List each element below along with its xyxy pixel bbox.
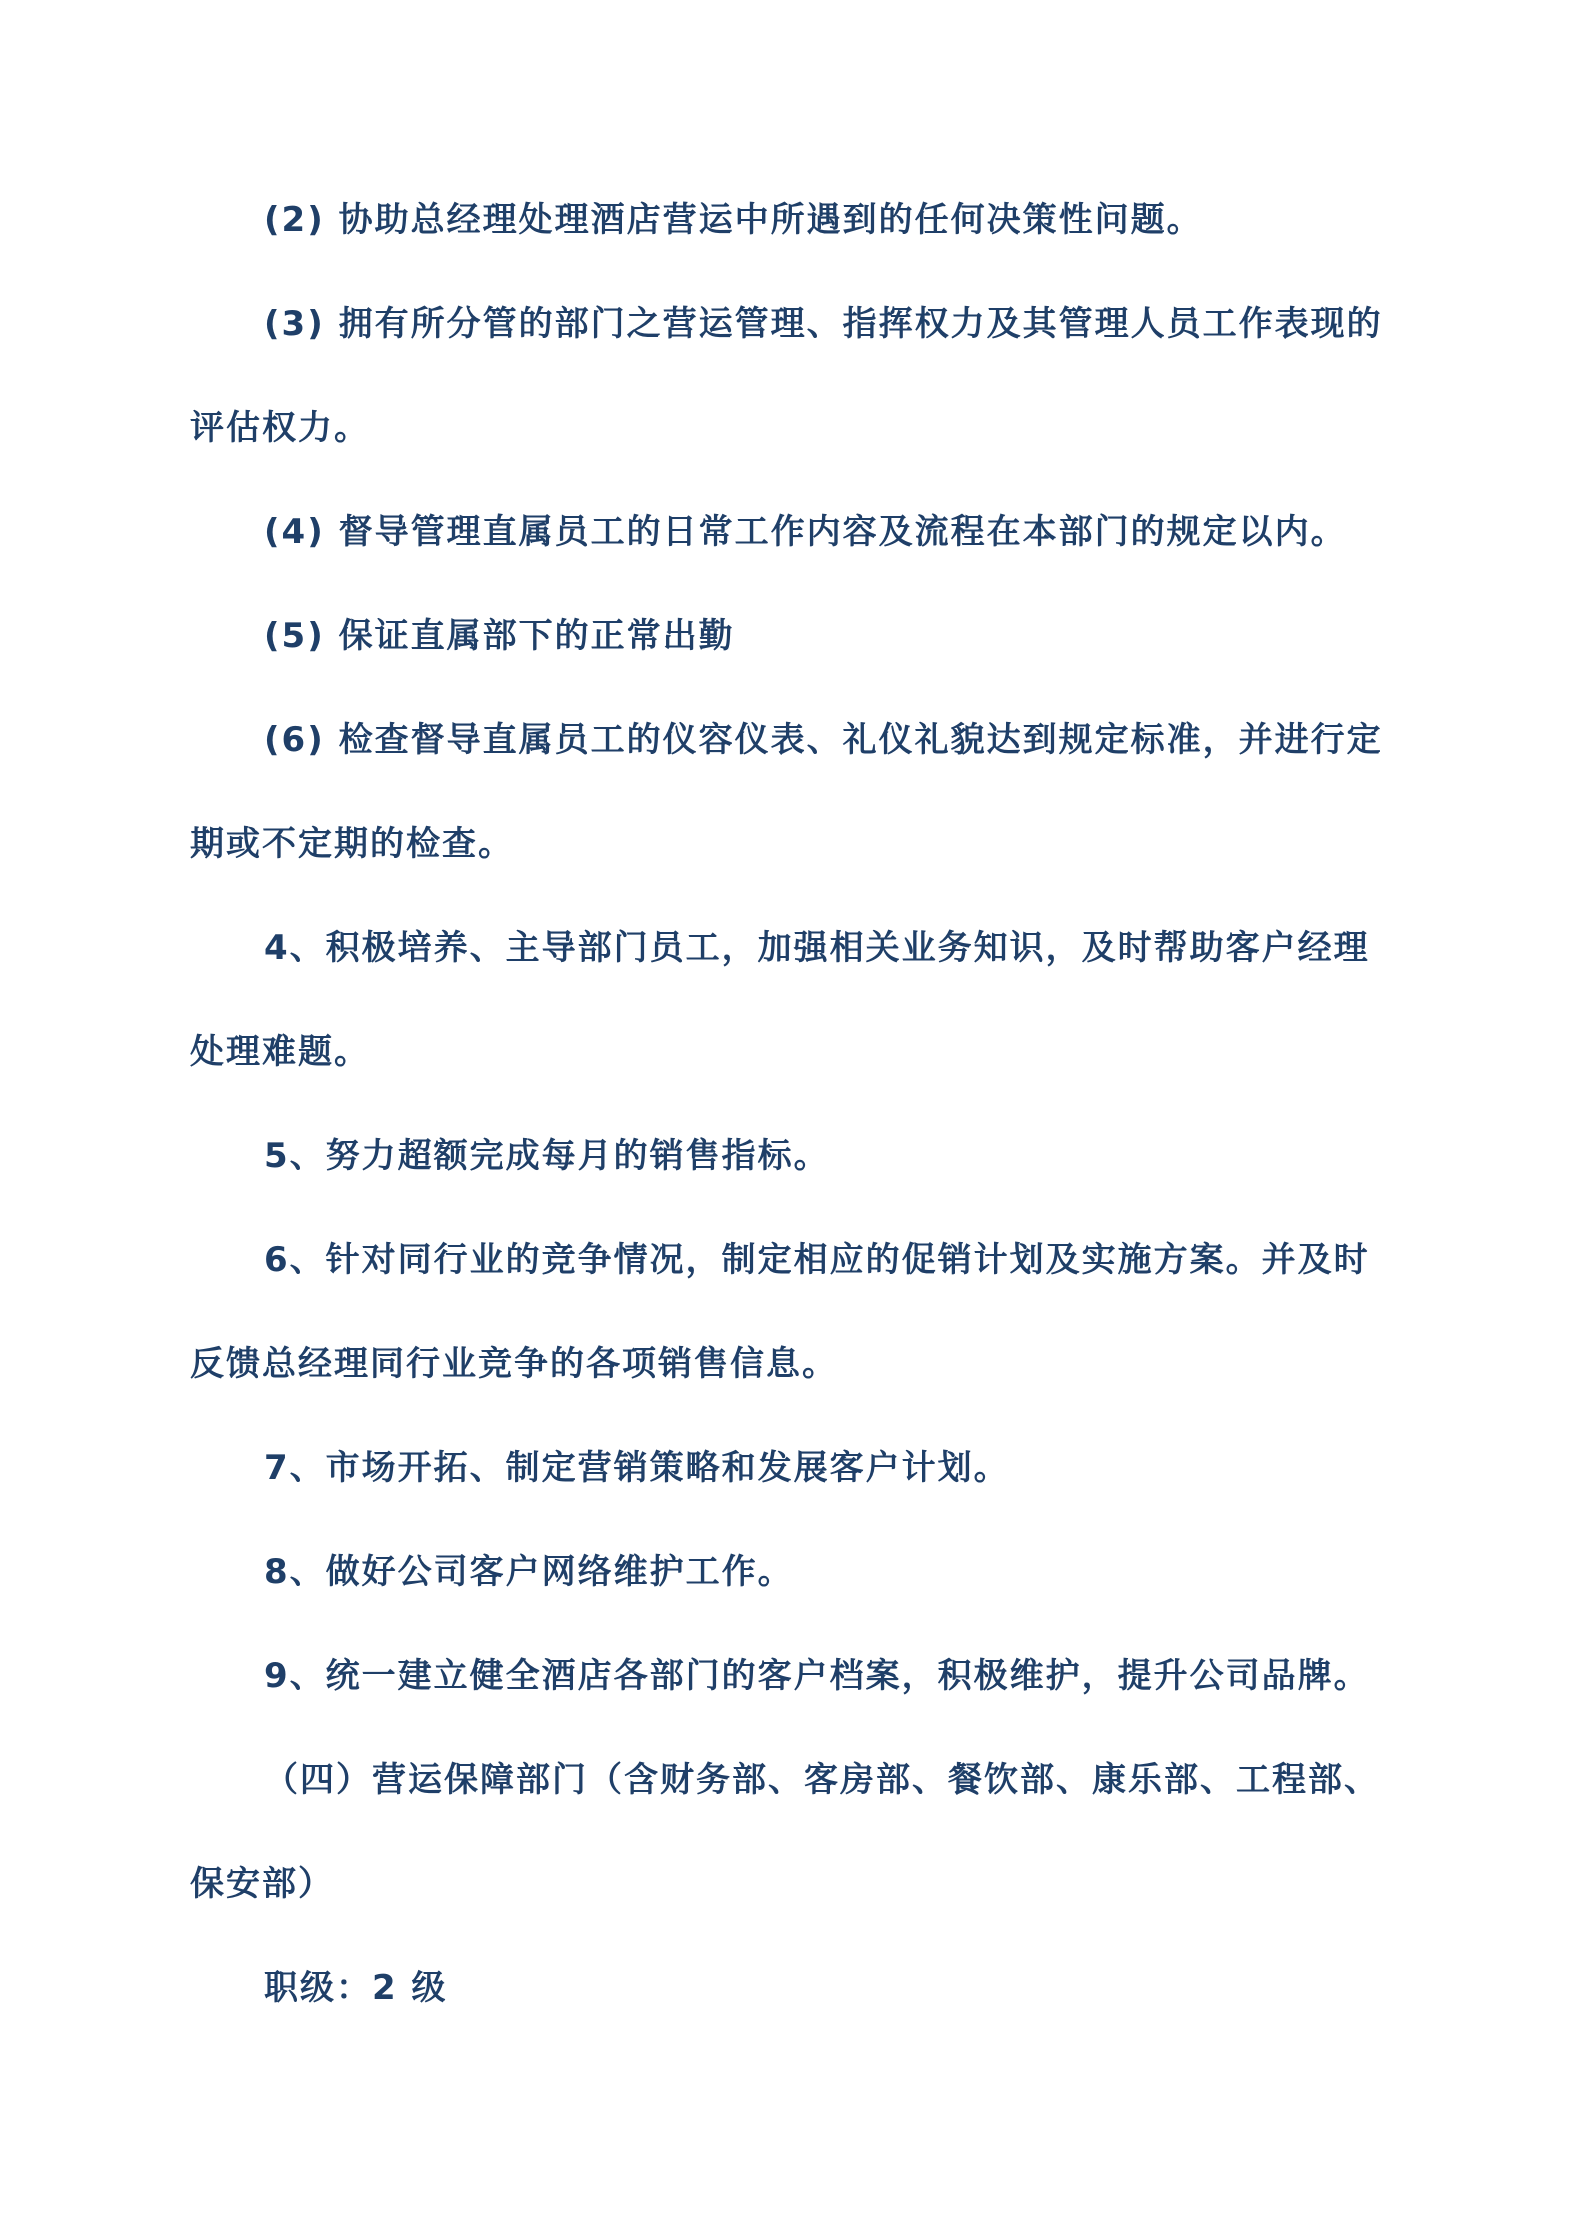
paragraph-duty-8: 8、做好公司客户网络维护工作。 (264, 1552, 794, 1592)
paragraph-duty-6: 6、针对同行业的竞争情况，制定相应的促销计划及实施方案。并及时反馈总经理同行业竞争的各项销售信息。 (190, 1240, 1370, 1384)
paragraph-item-3: (3) 拥有所分管的部门之营运管理、指挥权力及其管理人员工作表现的评估权力。 (190, 304, 1383, 448)
paragraph-duty-4: 4、积极培养、主导部门员工，加强相关业务知识，及时帮助客户经理处理难题。 (190, 928, 1370, 1072)
paragraph-item-4: (4) 督导管理直属员工的日常工作内容及流程在本部门的规定以内。 (264, 512, 1347, 552)
paragraph-item-5: (5) 保证直属部下的正常出勤 (264, 616, 735, 656)
paragraph-duty-9: 9、统一建立健全酒店各部门的客户档案，积极维护，提升公司品牌。 (264, 1656, 1370, 1696)
paragraph-duty-5: 5、努力超额完成每月的销售指标。 (264, 1136, 830, 1176)
job-level-line: 职级：2 级 (264, 1968, 448, 2008)
paragraph-duty-7: 7、市场开拓、制定营销策略和发展客户计划。 (264, 1448, 1010, 1488)
document-body (190, 168, 1395, 2040)
paragraph-item-6: (6) 检查督导直属员工的仪容仪表、礼仪礼貌达到规定标准，并进行定期或不定期的检查。 (190, 720, 1383, 864)
paragraph-item-2: (2) 协助总经理处理酒店营运中所遇到的任何决策性问题。 (264, 200, 1203, 240)
section-heading-four: （四）营运保障部门（含财务部、客房部、餐饮部、康乐部、工程部、保安部） (190, 1760, 1380, 1904)
